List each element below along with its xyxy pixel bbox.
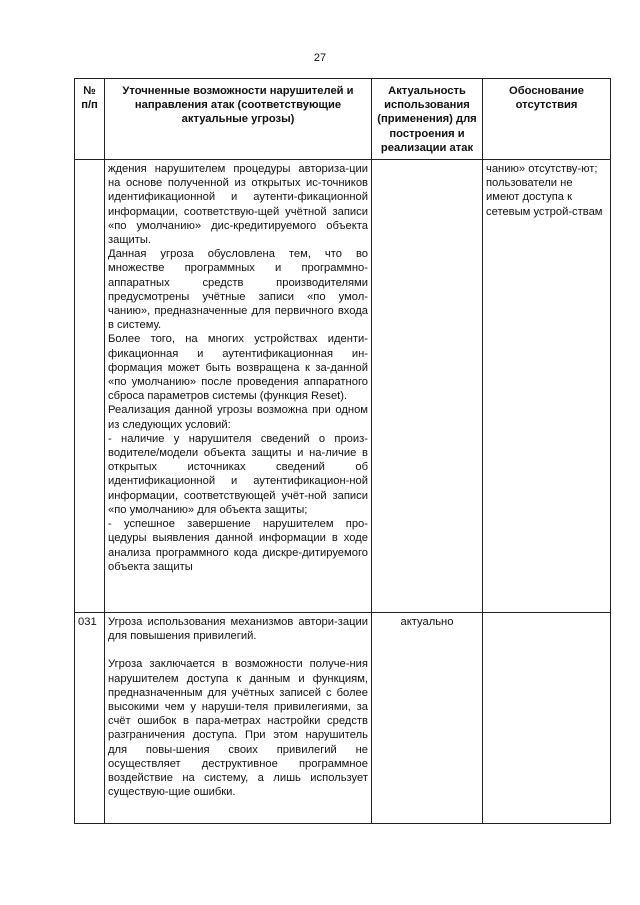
row-continued-description xyxy=(105,160,372,613)
description-paragraph: Данная угроза обусловлена тем, что во множестве программных и программно-аппаратных средств производителями предусмотрены учётные записи «по умол-чанию», предназначенные для первичного входа в систему. xyxy=(108,248,368,332)
condition-item: - успешное завершение нарушителем про-цедуры выявления данной информации в ходе анализа программного кода дискре-дитируемого объекта защиты xyxy=(108,518,368,573)
paragraph-gap xyxy=(108,643,368,657)
header-capabilities: Уточненные возможности нарушителей и направления атак (соответствующие актуальные угрозы) xyxy=(105,79,372,160)
condition-item: - наличие у нарушителя сведений о произ-водителе/модели объекта защиты и на-личие в открытых источниках сведений об идентификационной и аутентификацион-ной информации, соответствующей учёт-ной записи «по умолчанию» для объекта защиты; xyxy=(108,432,368,516)
row-continued-justification xyxy=(483,160,611,613)
table-header-row xyxy=(75,79,611,160)
header-justification: Обоснование отсутствия xyxy=(483,79,611,160)
threat-title: Угроза использования механизмов автори-зации для повышения привилегий. xyxy=(108,616,368,643)
row-031-description xyxy=(105,613,372,824)
row-031-num: 031 xyxy=(75,613,105,824)
threats-table xyxy=(74,78,611,824)
description-paragraph: ждения нарушителем процедуры авториза-ции на основе полученной из открытых ис-точников идентификационной и аутенти-фикационной информации, соответствую-щей учётной записи «по умолчанию» дис-кредитируемого объекта защиты. xyxy=(108,163,368,247)
row-continued-actuality xyxy=(372,160,483,613)
row-031-justification xyxy=(483,613,611,824)
row-031-actuality: актуально xyxy=(372,613,483,824)
page-number: 27 xyxy=(313,52,327,64)
header-num: № п/п xyxy=(75,79,105,160)
row-continued-num xyxy=(75,160,105,613)
description-paragraph: Реализация данной угрозы возможна при одном из следующих условий: xyxy=(108,404,368,431)
table-row-continued xyxy=(75,160,611,613)
threat-description: Угроза заключается в возможности получе-ния нарушителем доступа к данным и функциям, предназначенным для учётных записей с более высокими чем у наруши-теля привилегиями, за счёт ошибок в пара-метрах настройки средств разграничения доступа. При этом нарушитель для повы-шения своих привилегий не осуществляет деструктивное программное воздействие на систему, а лишь использует существую-щие ошибки. xyxy=(108,658,368,799)
table-row-031 xyxy=(75,613,611,824)
justification-line: чанию» отсутству-ют; xyxy=(486,163,598,176)
justification-line: пользователи не имеют доступа к сетевым устрой-ствам xyxy=(486,177,603,218)
header-actuality: Актуальность использования (применения) для построения и реализации атак xyxy=(372,79,483,160)
conditions-list xyxy=(108,432,368,574)
description-paragraph: Более того, на многих устройствах иденти-фикационная и аутентификационная ин-формация может быть возвращена к за-данной «по умолчанию» после проведения аппаратного сброса параметров системы (функция Reset). xyxy=(108,333,368,403)
